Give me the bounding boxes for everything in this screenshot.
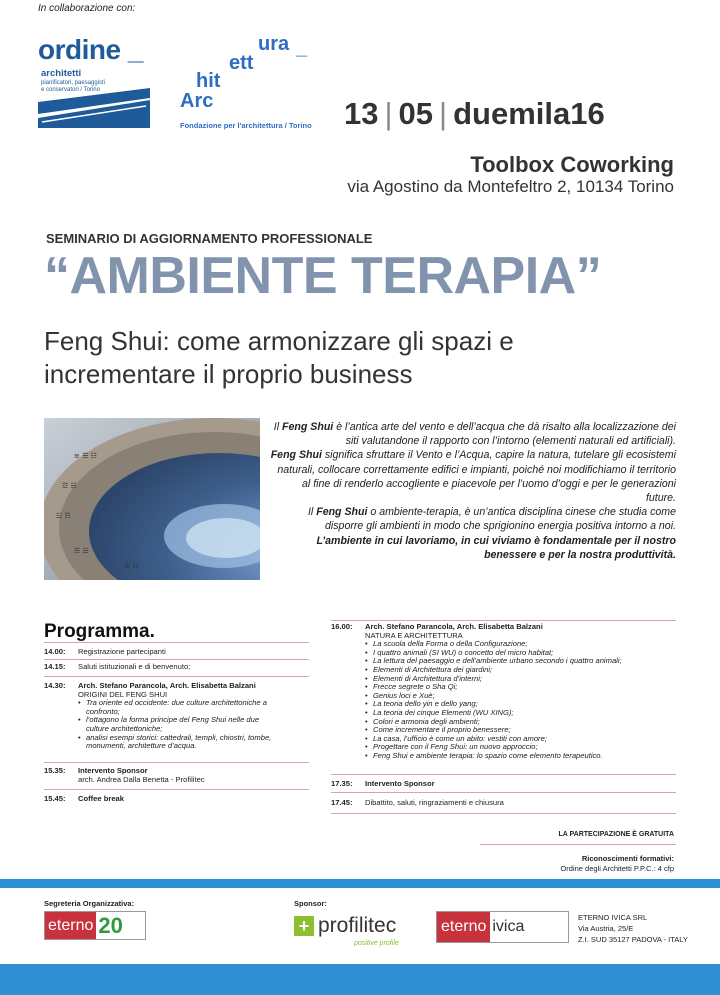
footer-band-bottom: [0, 964, 720, 995]
program-bullet: • Feng Shui e ambiente terapia: lo spazio come elemento terapeutico.: [365, 752, 675, 761]
fondazione-logo-part: ura: [258, 33, 290, 55]
program-divider: [331, 774, 676, 775]
program-divider: [331, 813, 676, 814]
company-address: ETERNO IVICA SRL Via Austria, 25/E Z.I. SUD 35127 PADOVA - ITALY: [578, 913, 688, 944]
program-divider: [44, 762, 309, 763]
credits-text: Ordine degli Architetti P.P.C.: 4 cfp: [560, 864, 674, 873]
sponsor-label: Sponsor:: [294, 899, 327, 908]
collab-label: In collaborazione con:: [38, 3, 136, 14]
program-divider: [44, 659, 309, 660]
svg-text:☲ ☵: ☲ ☵: [62, 482, 77, 490]
svg-text:☴ ☱: ☴ ☱: [74, 547, 89, 555]
program-bullet: • Genius loci e Xuè;: [365, 692, 675, 701]
program-bullet: • Tra oriente ed occidente: due culture architettoniche a confronto;: [78, 699, 283, 716]
program-divider: [44, 789, 309, 790]
ordine-logo-subtitle: architetti: [41, 68, 82, 79]
credits-title: Riconoscimenti formativi:: [581, 854, 674, 863]
svg-text:≡ ☰ ☷: ≡ ☰ ☷: [74, 452, 97, 460]
eterno20-logo: eterno 20: [44, 911, 146, 940]
program-bullet: • La lettura del paesaggio e dell’ambiente urbano secondo i quattro animali;: [365, 657, 675, 666]
program-divider: [331, 792, 676, 793]
program-divider: [44, 676, 309, 677]
notes-divider: [480, 844, 676, 845]
program-bullet: • Colori e armonia degli ambienti;: [365, 718, 675, 727]
program-bullet: • l’ottagono la forma principe del Feng Shui nelle due culture architettoniche;: [78, 716, 283, 733]
venue-name: Toolbox Coworking: [470, 152, 674, 177]
program-bullet: • Come incrementare il proprio benessere;: [365, 726, 675, 735]
free-participation-note: LA PARTECIPAZIONE È GRATUITA: [558, 831, 674, 838]
program-bullet: • Elementi di Architettura d’interni;: [365, 675, 675, 684]
program-bullet: • Elementi di Architettura dei giardini;: [365, 666, 675, 675]
program-bullet: • I quattro animali (SI WU) o concetto del micro habitat;: [365, 649, 675, 658]
fondazione-logo-dash: _: [296, 37, 308, 59]
eternoivica-logo: eterno ivica: [436, 911, 569, 943]
footer-band-top: [0, 879, 720, 888]
ordine-logo-graphic: [38, 88, 150, 128]
fondazione-logo-part: ett: [229, 52, 254, 74]
ordine-logo-line1: pianificatori, paesaggisti: [41, 80, 106, 86]
venue-address: via Agostino da Montefeltro 2, 10134 Torino: [347, 177, 674, 196]
program-bullet: • Frecce segrete o Sha Qi;: [365, 683, 675, 692]
event-title: “AMBIENTE TERAPIA”: [44, 247, 602, 305]
plus-icon: +: [294, 916, 314, 936]
profilitec-logo: + profilitec positive profile: [294, 912, 414, 950]
program-bullet: • La casa, l’ufficio è come un abito: vestiti con amore;: [365, 735, 675, 744]
program-divider: [44, 642, 309, 643]
fondazione-logo-part: hit: [196, 70, 221, 92]
ordine-logo-line2: e conservatori / Torino: [41, 87, 100, 93]
fondazione-caption: Fondazione per l'architettura / Torino: [180, 121, 312, 130]
program-row: 14.30: Arch. Stefano Parancola, Arch. Elisabetta Balzani ORIGINI DEL FENG SHUI • Tra oriente ed occidente: due culture architettoniche a confronto; • l’ottagono la forma principe del Feng Shui nelle due culture architettoniche; • analisi esempi storici: cattedrali, templi, chiostri, tombe, monumenti, architetture d’acqua.: [44, 682, 314, 758]
seminar-kicker: SEMINARIO DI AGGIORNAMENTO PROFESSIONALE: [46, 231, 373, 246]
svg-text:☳ ☶: ☳ ☶: [56, 512, 71, 520]
program-bullet: • analisi esempi storici: cattedrali, templi, chiostri, tombe, monumenti, architetture d’acqua.: [78, 734, 283, 751]
program-divider: [331, 620, 676, 621]
program-bullet: • La scuola della Forma o della Configurazione;: [365, 640, 675, 649]
program-bullet: • Progettare con il Feng Shui: un nuovo approccio;: [365, 743, 675, 752]
program-bullet: • La teoria dei cinque Elementi (WU XING);: [365, 709, 675, 718]
program-row: 16.00: Arch. Stefano Parancola, Arch. Elisabetta Balzani NATURA E ARCHITETTURA • La scuola della Forma o della Configurazione; • I quattro animali (SI WU) o concetto del micro habitat; • La lettura del paesaggio e dell’ambiente urbano secondo i quattro animali; • Elementi di Architettura dei giardini; • Elementi di Architettura d’interni; • Frecce segrete o Sha Qi; • Genius loci e Xuè; • La teoria dello yin e dello yang; • La teoria dei cinque Elementi (WU XING); • Colori e armonia degli ambienti; • Come incrementare il proprio benessere; • La casa, l’ufficio è come un abito: vestiti con amore; • Progettare con il Feng Shui: un nuovo approccio; • Feng Shui e ambiente terapia: lo spazio come elemento terapeutico.: [331, 623, 676, 769]
ordine-logo-title: ordine _: [38, 34, 143, 65]
secretariat-label: Segreteria Organizzativa:: [44, 899, 135, 908]
event-date: 13 | 05 | duemila16: [344, 96, 605, 131]
event-subtitle: Feng Shui: come armonizzare gli spazi e incrementare il proprio business: [44, 326, 514, 389]
feng-shui-compass-photo: [44, 418, 260, 580]
intro-text: Il Feng Shui è l’antica arte del vento e dell’acqua che dà risalto alla localizzazione dei siti valutandone il rapporto con l’intorno (elementi naturali ed artificiali). Feng Shui significa sfruttare il Vento e l’Acqua, capire la natura, tutelare gli ecosistemi naturali, collocare correttamente edifici e impianti, poiché noi modifichiamo il territorio al fine di renderlo accogliente e piacevole per l’uomo d’oggi e per le generazioni future. Il Feng Shui o ambiente-terapia, è un’antica disciplina cinese che studia come disporre gli ambienti in modo che sprigionino energia positiva intorno a noi. L’ambiente in cui lavoriamo, in cui viviamo è fondamentale per il nostro benessere e per la nostra produttività.: [270, 421, 676, 561]
program-bullet: • La teoria dello yin e dello yang;: [365, 700, 675, 709]
fondazione-logo-part: Arc: [180, 90, 214, 112]
program-title: Programma.: [44, 621, 155, 642]
svg-text:☰ ☷: ☰ ☷: [124, 562, 139, 570]
